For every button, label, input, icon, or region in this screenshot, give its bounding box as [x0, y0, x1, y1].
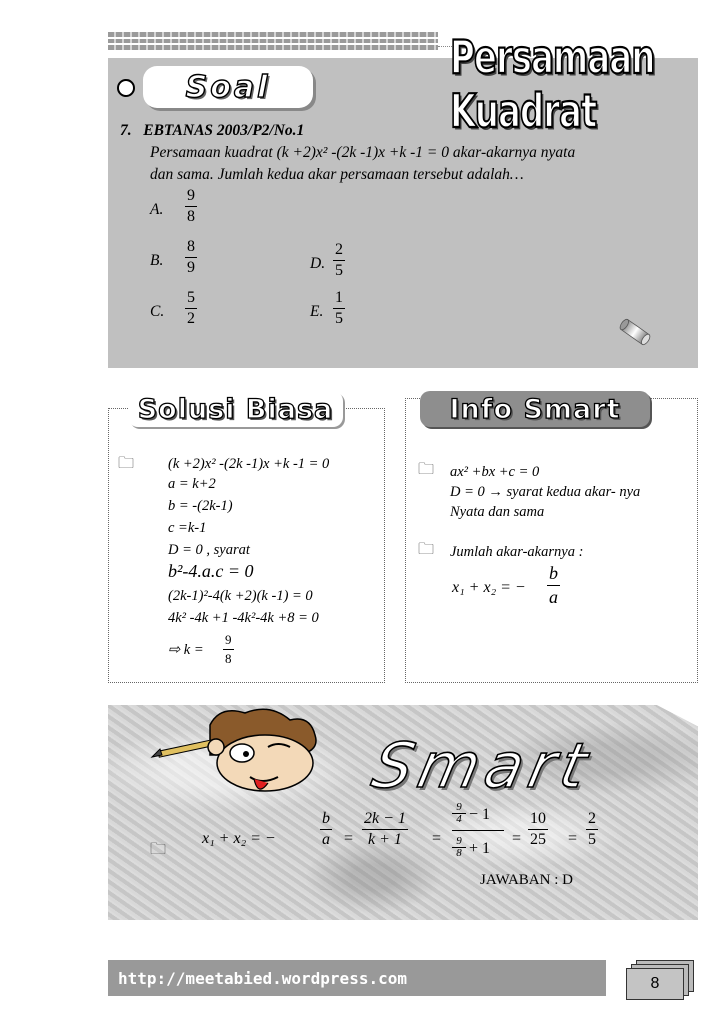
solusi-line-6: b²-4.a.c = 0: [168, 561, 254, 581]
solusi-line-8: 4k² -4k +1 -4k²-4k +8 = 0: [168, 610, 319, 626]
folder-icon: 🗀: [150, 839, 167, 858]
question-source: EBTANAS 2003/P2/No.1: [143, 122, 305, 139]
smart-f1-den: a: [322, 831, 330, 848]
smart-f3-den-a: 9: [452, 836, 466, 848]
footer-bar: [108, 960, 606, 996]
smart-f3-num-a: 9: [452, 802, 466, 814]
smart-f3-den-b: 8: [456, 847, 462, 859]
option-e-label: E.: [310, 303, 324, 320]
smart-fraction-5: [586, 810, 598, 849]
solusi-panel-top-right: [343, 408, 385, 409]
smart-f3-num-b: 4: [456, 813, 462, 825]
cylinder-icon: [618, 318, 652, 346]
page-number: 8: [626, 968, 684, 1000]
solusi-line-7: (2k-1)²-4(k +2)(k -1) = 0: [168, 588, 313, 604]
solusi-result-den: 8: [225, 651, 232, 666]
smart-lhs: x₁ + x₂ = −: [202, 830, 276, 847]
info-panel-top-right: [650, 398, 698, 399]
smart-f4-den: 25: [530, 831, 546, 848]
smart-f2-den: k + 1: [368, 831, 402, 848]
option-a-fraction: [185, 187, 197, 226]
info-line-3: Nyata dan sama: [450, 504, 545, 520]
info-formula-fraction: [547, 563, 560, 608]
option-c-fraction: [185, 289, 197, 328]
info-title: [420, 391, 650, 427]
solusi-result-num: 9: [223, 632, 234, 650]
folder-icon: 🗀: [418, 459, 435, 478]
soal-label: Soal: [185, 69, 271, 105]
smart-f1-num: b: [320, 810, 332, 830]
solusi-line-1: (k +2)x² -(2k -1)x +k -1 = 0: [168, 456, 330, 472]
option-c-den: 2: [187, 310, 195, 327]
info-panel: [405, 398, 698, 683]
info-line-2: D = 0 → syarat kedua akar- nya: [450, 484, 641, 500]
page-title: [450, 31, 695, 139]
question-line-1: Persamaan kuadrat (k +2)x² -(2k -1)x +k -1 = 0 akar-akarnya nyata: [150, 144, 576, 161]
solusi-result-fraction: [223, 632, 234, 667]
smart-f5-num: 2: [586, 810, 598, 830]
smart-f3-num-c: − 1: [469, 806, 491, 823]
option-b-fraction: [185, 238, 197, 277]
option-b-den: 9: [187, 259, 195, 276]
info-formula-den: a: [549, 587, 558, 607]
solusi-result-prefix: ⇨ k =: [168, 642, 204, 658]
cartoon-face-icon: [150, 705, 330, 805]
page-title-text: Persamaan Kuadrat: [450, 31, 655, 139]
smart-title-text: Smart: [366, 728, 600, 802]
smart-f2-num: 2k − 1: [362, 810, 408, 830]
smart-eq-4: =: [568, 830, 578, 847]
info-line-4: Jumlah akar-akarnya :: [450, 544, 584, 560]
folder-icon: 🗀: [118, 453, 135, 472]
smart-eq-3: =: [512, 830, 522, 847]
option-d-num: 2: [333, 241, 345, 261]
option-b-label: B.: [150, 252, 164, 269]
smart-f3-den-c: + 1: [469, 840, 491, 857]
info-formula-lhs: x₁ + x₂ = −: [452, 579, 526, 596]
smart-eq-2: =: [432, 830, 442, 847]
option-a-num: 9: [185, 187, 197, 207]
option-b-num: 8: [185, 238, 197, 258]
smart-eq-1: =: [344, 830, 354, 847]
solusi-line-5: D = 0 , syarat: [168, 542, 250, 558]
solusi-title-text: Solusi Biasa: [137, 393, 334, 425]
solusi-line-3: b = -(2k-1): [168, 498, 233, 514]
smart-f3-bar: [452, 830, 504, 831]
option-d-den: 5: [335, 262, 343, 279]
solusi-line-4: c =k-1: [168, 520, 207, 536]
smart-fraction-4: [528, 810, 548, 849]
option-c-label: C.: [150, 303, 165, 320]
option-e-fraction: [333, 289, 345, 328]
option-a-label: A.: [150, 201, 164, 218]
question-header: [120, 122, 304, 140]
solusi-title: [128, 391, 343, 427]
circle-bullet-icon: [117, 79, 135, 97]
footer-url[interactable]: http://meetabied.wordpress.com: [118, 968, 407, 988]
smart-fraction-2: [362, 810, 408, 849]
top-stripe-decoration: [108, 32, 438, 50]
option-e-num: 1: [333, 289, 345, 309]
info-panel-top-left: [405, 398, 420, 399]
folder-icon: 🗀: [418, 539, 435, 558]
info-formula-num: b: [547, 563, 560, 586]
solusi-line-2: a = k+2: [168, 476, 216, 492]
option-c-num: 5: [185, 289, 197, 309]
smart-f4-num: 10: [528, 810, 548, 830]
info-title-text: Info Smart: [449, 393, 621, 425]
page-number-stack: [626, 960, 696, 1002]
smart-f5-den: 5: [588, 831, 596, 848]
answer-text: JAWABAN : D: [480, 872, 573, 888]
solusi-panel-top-left: [108, 408, 128, 409]
soal-tab: [143, 66, 313, 108]
question-line-2: dan sama. Jumlah kedua akar persamaan tersebut adalah…: [150, 166, 524, 183]
question-number: 7.: [120, 122, 132, 139]
smart-title: [318, 728, 648, 802]
info-line-1: ax² +bx +c = 0: [450, 464, 540, 480]
option-d-fraction: [333, 241, 345, 280]
option-d-label: D.: [310, 255, 326, 272]
option-e-den: 5: [335, 310, 343, 327]
smart-fraction-3: [452, 802, 504, 862]
smart-fraction-1: [320, 810, 332, 849]
option-a-den: 8: [187, 208, 195, 225]
